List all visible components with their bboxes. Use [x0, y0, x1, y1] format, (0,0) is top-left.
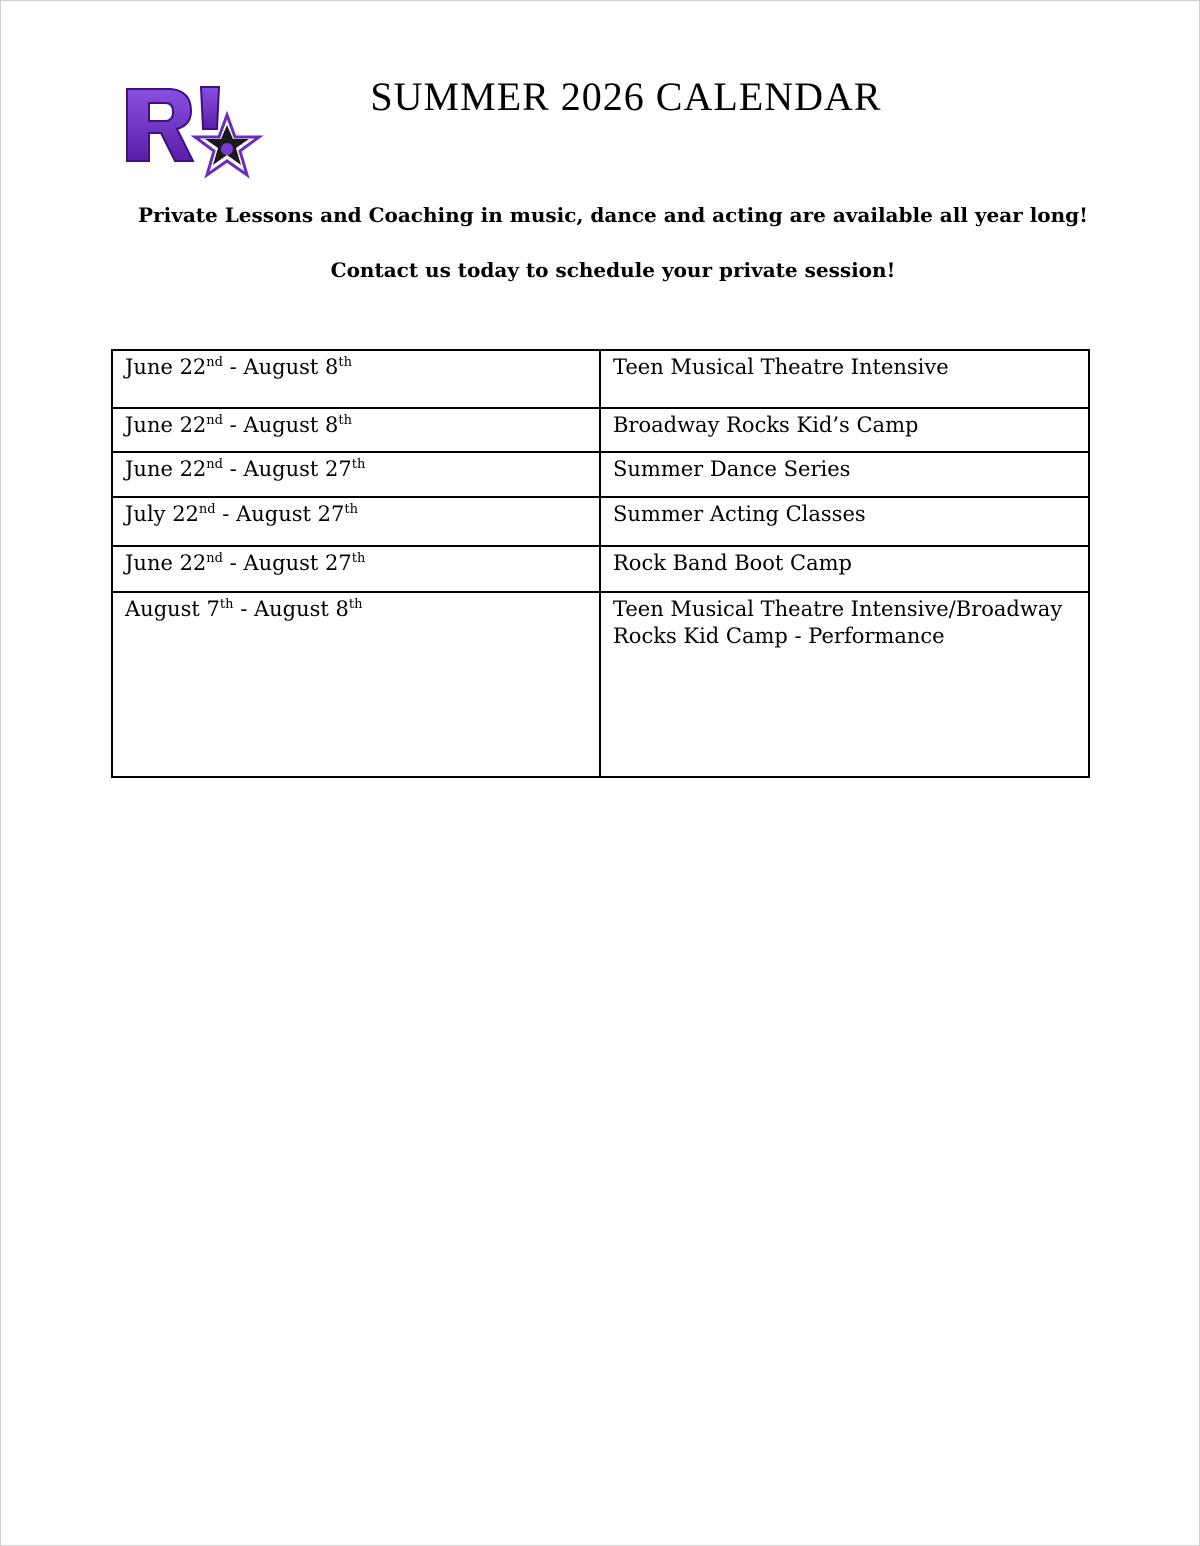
date-range-cell	[112, 452, 600, 497]
end-date: August 27	[243, 457, 352, 481]
event-name-cell: Teen Musical Theatre Intensive/Broadway Rocks Kid Camp - Performance	[600, 592, 1089, 777]
start-date-suffix: th	[219, 597, 234, 612]
end-date-suffix: th	[338, 413, 352, 428]
date-range-cell	[112, 592, 600, 777]
schedule-table	[111, 349, 1090, 778]
start-date-suffix: nd	[206, 355, 223, 370]
date-separator: -	[223, 551, 244, 575]
page-title: SUMMER 2026 CALENDAR	[370, 74, 882, 119]
start-date: June 22	[125, 413, 207, 437]
start-date-suffix: nd	[198, 502, 216, 517]
end-date-suffix: th	[351, 457, 366, 472]
start-date: June 22	[125, 355, 207, 379]
start-date-suffix: nd	[206, 551, 223, 566]
start-date-suffix: nd	[206, 413, 223, 428]
end-date: August 27	[236, 502, 345, 526]
event-name-cell: Broadway Rocks Kid’s Camp	[600, 408, 1089, 452]
date-range-cell	[112, 408, 600, 452]
start-date: July 22	[125, 502, 199, 526]
end-date-suffix: th	[344, 502, 358, 517]
start-date-suffix: nd	[206, 457, 223, 472]
date-separator: -	[223, 457, 244, 481]
end-date: August 8	[243, 355, 339, 379]
date-separator: -	[233, 597, 254, 621]
date-range-cell	[112, 546, 600, 592]
table-row	[112, 350, 1089, 408]
event-name-cell: Rock Band Boot Camp	[600, 546, 1089, 592]
table-row	[112, 497, 1089, 546]
end-date: August 8	[243, 413, 339, 437]
end-date-suffix: th	[348, 597, 363, 612]
date-range-cell	[112, 497, 600, 546]
start-date: June 22	[125, 457, 207, 481]
event-name-cell: Summer Dance Series	[600, 452, 1089, 497]
date-separator: -	[215, 502, 237, 526]
table-row	[112, 592, 1089, 777]
end-date: August 8	[253, 597, 349, 621]
table-row	[112, 546, 1089, 592]
end-date: August 27	[243, 551, 352, 575]
date-range-cell	[112, 350, 600, 408]
start-date: June 22	[125, 551, 207, 575]
date-separator: -	[223, 413, 244, 437]
table-row	[112, 452, 1089, 497]
rj-star-logo	[119, 81, 271, 181]
event-name-cell: Summer Acting Classes	[600, 497, 1089, 546]
table-row	[112, 408, 1089, 452]
tagline-lessons: Private Lessons and Coaching in music, dance and acting are available all year long!	[138, 203, 1088, 227]
tagline-contact: Contact us today to schedule your private session!	[330, 258, 896, 282]
end-date-suffix: th	[351, 551, 366, 566]
event-name-cell: Teen Musical Theatre Intensive	[600, 350, 1089, 408]
start-date: August 7	[125, 597, 220, 621]
end-date-suffix: th	[338, 355, 352, 370]
date-separator: -	[223, 355, 244, 379]
